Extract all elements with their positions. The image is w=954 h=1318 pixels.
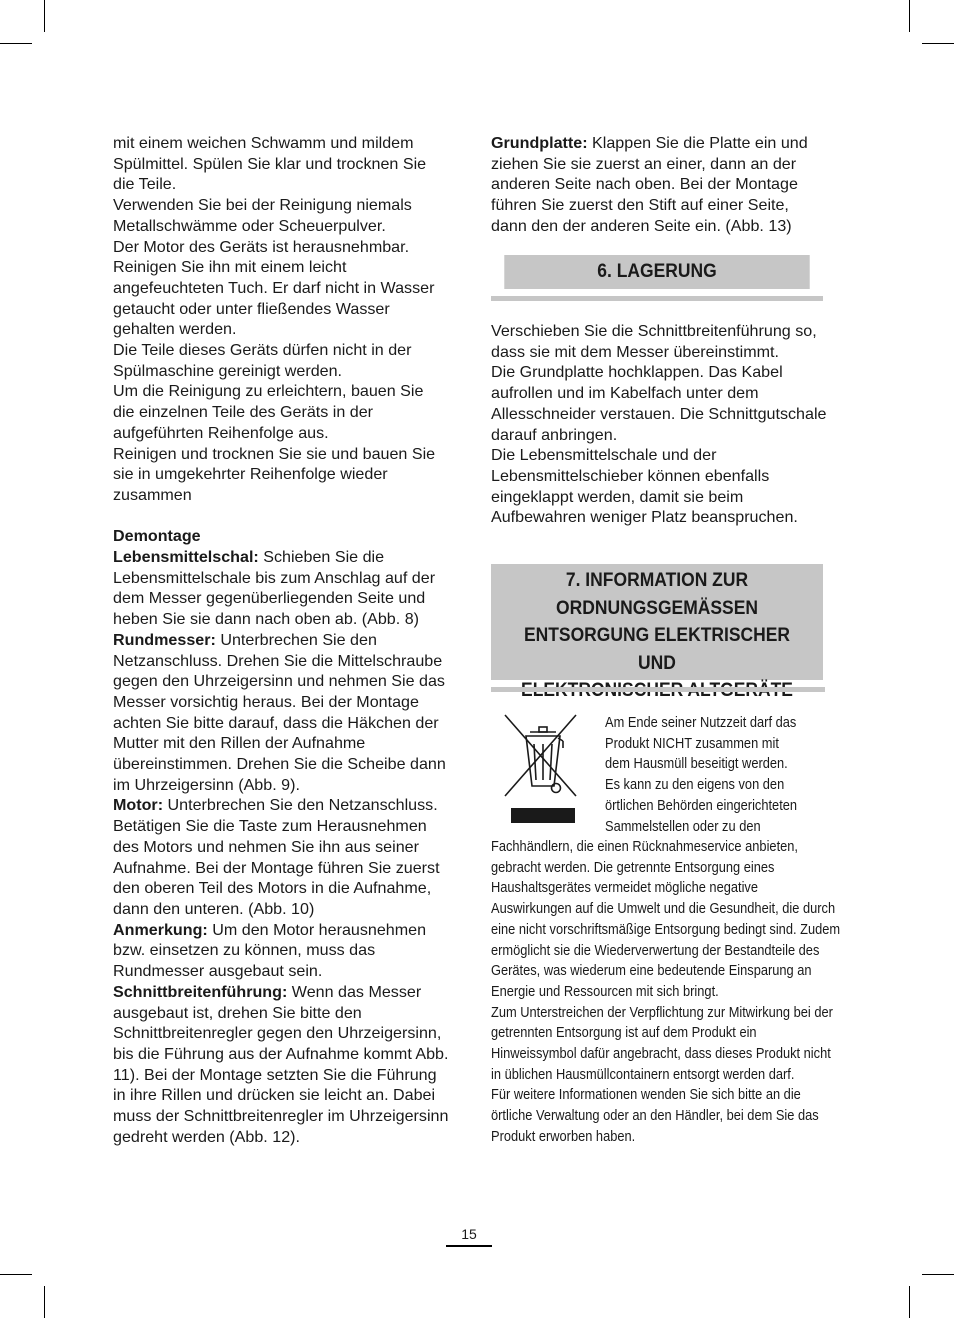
- weee-line-5: örtlichen Behörden eingerichteten: [605, 797, 798, 814]
- lebensmittelschal-label: Lebensmittelschal:: [113, 548, 259, 567]
- weee-line-3: dem Hausmüll beseitigt werden.: [605, 756, 788, 773]
- entsorgung-heading-line-1: 7. INFORMATION ZUR: [565, 570, 749, 591]
- weee-line-2: Produkt NICHT zusammen mit: [605, 735, 779, 752]
- lagerung-heading: 6. LAGERUNG: [504, 255, 809, 289]
- cleaning-paragraph-3: Der Motor des Geräts ist herausnehmbar. Reinigen Sie ihn mit einem leicht angefeuchteten Tuch. Er darf nicht in Wasser getaucht oder unter fließendes Wasser gehalten werden.: [113, 237, 435, 339]
- lagerung-paragraph-3: Die Lebensmittelschale und der Lebensmittelschieber können ebenfalls eingeklappt werden, damit sie beim Aufbewahren weniger Platz beanspruchen.: [491, 446, 798, 527]
- lebensmittelschal-paragraph: Lebensmittelschal: Schieben Sie die Lebensmittelschale bis zum Anschlag auf der dem Messer gegenüberliegenden Seite und heben Sie sie dann nach oben ab. (Abb. 8): [113, 548, 436, 629]
- cleaning-paragraph-6: Reinigen und trocknen Sie sie und bauen Sie sie in umgekehrter Reihenfolge wieder zusammen: [113, 444, 436, 504]
- page-number: 15: [461, 1226, 477, 1242]
- cleaning-paragraph-2: Verwenden Sie bei der Reinigung niemals Metallschwämme oder Scheuerpulver.: [113, 196, 412, 235]
- schnittbreitenfuehrung-label: Schnittbreitenführung:: [113, 982, 288, 1001]
- anmerkung-label: Anmerkung:: [113, 920, 208, 939]
- entsorgung-paragraph-1: Fachhändlern, die einen Rücknahmeservice anbieten, gebracht werden. Die getrennte Entsorgung eines Haushaltsgerätes vermeidet mögliche negative Auswirkungen auf die Umwelt und die Gesundheit, die durch eine nicht vorschriftsmäßige Entsorgung bedingt sind. Zudem ermöglicht sie die Wiederverwertung der Bestandteile des Gerätes, was wiederum eine bedeutende Einsparung an Energie und Ressourcen mit sich bringt.: [491, 839, 841, 1000]
- entsorgung-paragraph-2: Zum Unterstreichen der Verpflichtung zur Mitwirkung bei der getrennten Entsorgung ist auf dem Produkt ein Hinweissymbol dafür angebracht, dass dieses Produkt nicht in üblichen Hausmüllcontainern entsorgt werden darf.: [491, 1004, 833, 1083]
- anmerkung-paragraph: Anmerkung: Um den Motor herausnehmen bzw. einsetzen zu können, muss das Rundmesser ausgebaut sein.: [113, 920, 427, 981]
- grundplatte-block: [491, 133, 827, 237]
- weee-intro-text: [605, 713, 838, 837]
- rundmesser-paragraph: Rundmesser: Unterbrechen Sie den Netzanschluss. Drehen Sie die Mittelschraube gegen den Uhrzeigersinn und nehmen Sie das Messer vorsichtig heraus. Bei der Montage achten Sie bitte darauf, dass die Häkchen der Mutter mit den Rillen der Aufnahme übereinstimmen. Drehen Sie die Scheibe dann im Uhrzeigersinn (Abb. 9).: [113, 630, 446, 794]
- grundplatte-label: Grundplatte:: [491, 134, 588, 152]
- entsorgung-heading-line-3: ENTSORGUNG ELEKTRISCHER UND: [523, 625, 791, 674]
- demontage-heading: Demontage: [113, 527, 201, 546]
- crossed-out-wheelie-bin-icon: [500, 710, 582, 828]
- lagerung-body: [491, 321, 827, 528]
- weee-line-4: Es kann zu den eigens von den: [605, 777, 785, 794]
- lagerung-paragraph-2: Die Grundplatte hochklappen. Das Kabel aufrollen und im Kabelfach unter dem Allesschneider verstauen. Die Schnittgutschale darauf anbringen.: [491, 363, 827, 444]
- cleaning-paragraph-1: mit einem weichen Schwamm und mildem Spülmittel. Spülen Sie klar und trocknen Sie die Teile.: [113, 134, 427, 194]
- weee-line-1: Am Ende seiner Nutzzeit darf das: [605, 715, 797, 731]
- motor-paragraph: Motor: Unterbrechen Sie den Netzanschluss. Betätigen Sie die Taste zum Herausnehmen des Motors und nehmen Sie ihn aus seiner Aufnahme. Bei der Montage führen Sie zuerst den oberen Teil des Motors in die Aufnahme, dann den unteren. (Abb. 10): [113, 796, 440, 918]
- entsorgung-paragraph-3: Für weitere Informationen wenden Sie sich bitte an die örtliche Verwaltung oder an den Händler, bei dem Sie das Produkt erworben haben.: [491, 1087, 819, 1145]
- rundmesser-label: Rundmesser:: [113, 630, 216, 649]
- motor-label: Motor:: [113, 796, 164, 815]
- weee-line-6: Sammelstellen oder zu den: [605, 818, 761, 835]
- grundplatte-paragraph: Grundplatte: Klappen Sie die Platte ein und ziehen Sie sie zuerst an einer, dann an der anderen Seite nach oben. Bei der Montage führen Sie zuerst den Stift auf einer Seite, dann den der anderen Seite ein. (Abb. 13): [491, 134, 808, 235]
- cleaning-paragraph-5: Um die Reinigung zu erleichtern, bauen Sie die einzelnen Teile des Geräts in der aufgeführten Reihenfolge aus.: [113, 382, 424, 442]
- entsorgung-heading-line-2: ORDNUNGSGEMÄSSEN: [555, 597, 758, 619]
- lagerung-paragraph-1: Verschieben Sie die Schnittbreitenführung so, dass sie mit dem Messer übereinstimmt.: [491, 322, 817, 361]
- page-number-rule: [446, 1245, 492, 1247]
- entsorgung-heading: [491, 564, 823, 680]
- entsorgung-body: [491, 837, 840, 1148]
- cleaning-paragraph-4: Die Teile dieses Geräts dürfen nicht in der Spülmaschine gereinigt werden.: [113, 341, 412, 380]
- left-column: [113, 133, 449, 1147]
- schnittbreitenfuehrung-paragraph: Schnittbreitenführung: Wenn das Messer ausgebaut ist, drehen Sie bitte den Schnittbreitenregler gegen den Uhrzeigersinn, bis die Führung aus der Aufnahme kommt Abb. 11). Bei der Montage setzten Sie die Führung in ihre Rillen und drücken sie leicht an. Dabei muss der Schnittbreitenregler im Uhrzeigersinn gedreht werden (Abb. 12).: [113, 982, 449, 1146]
- entsorgung-heading-rule: [491, 687, 825, 692]
- lagerung-heading-rule: [491, 296, 823, 301]
